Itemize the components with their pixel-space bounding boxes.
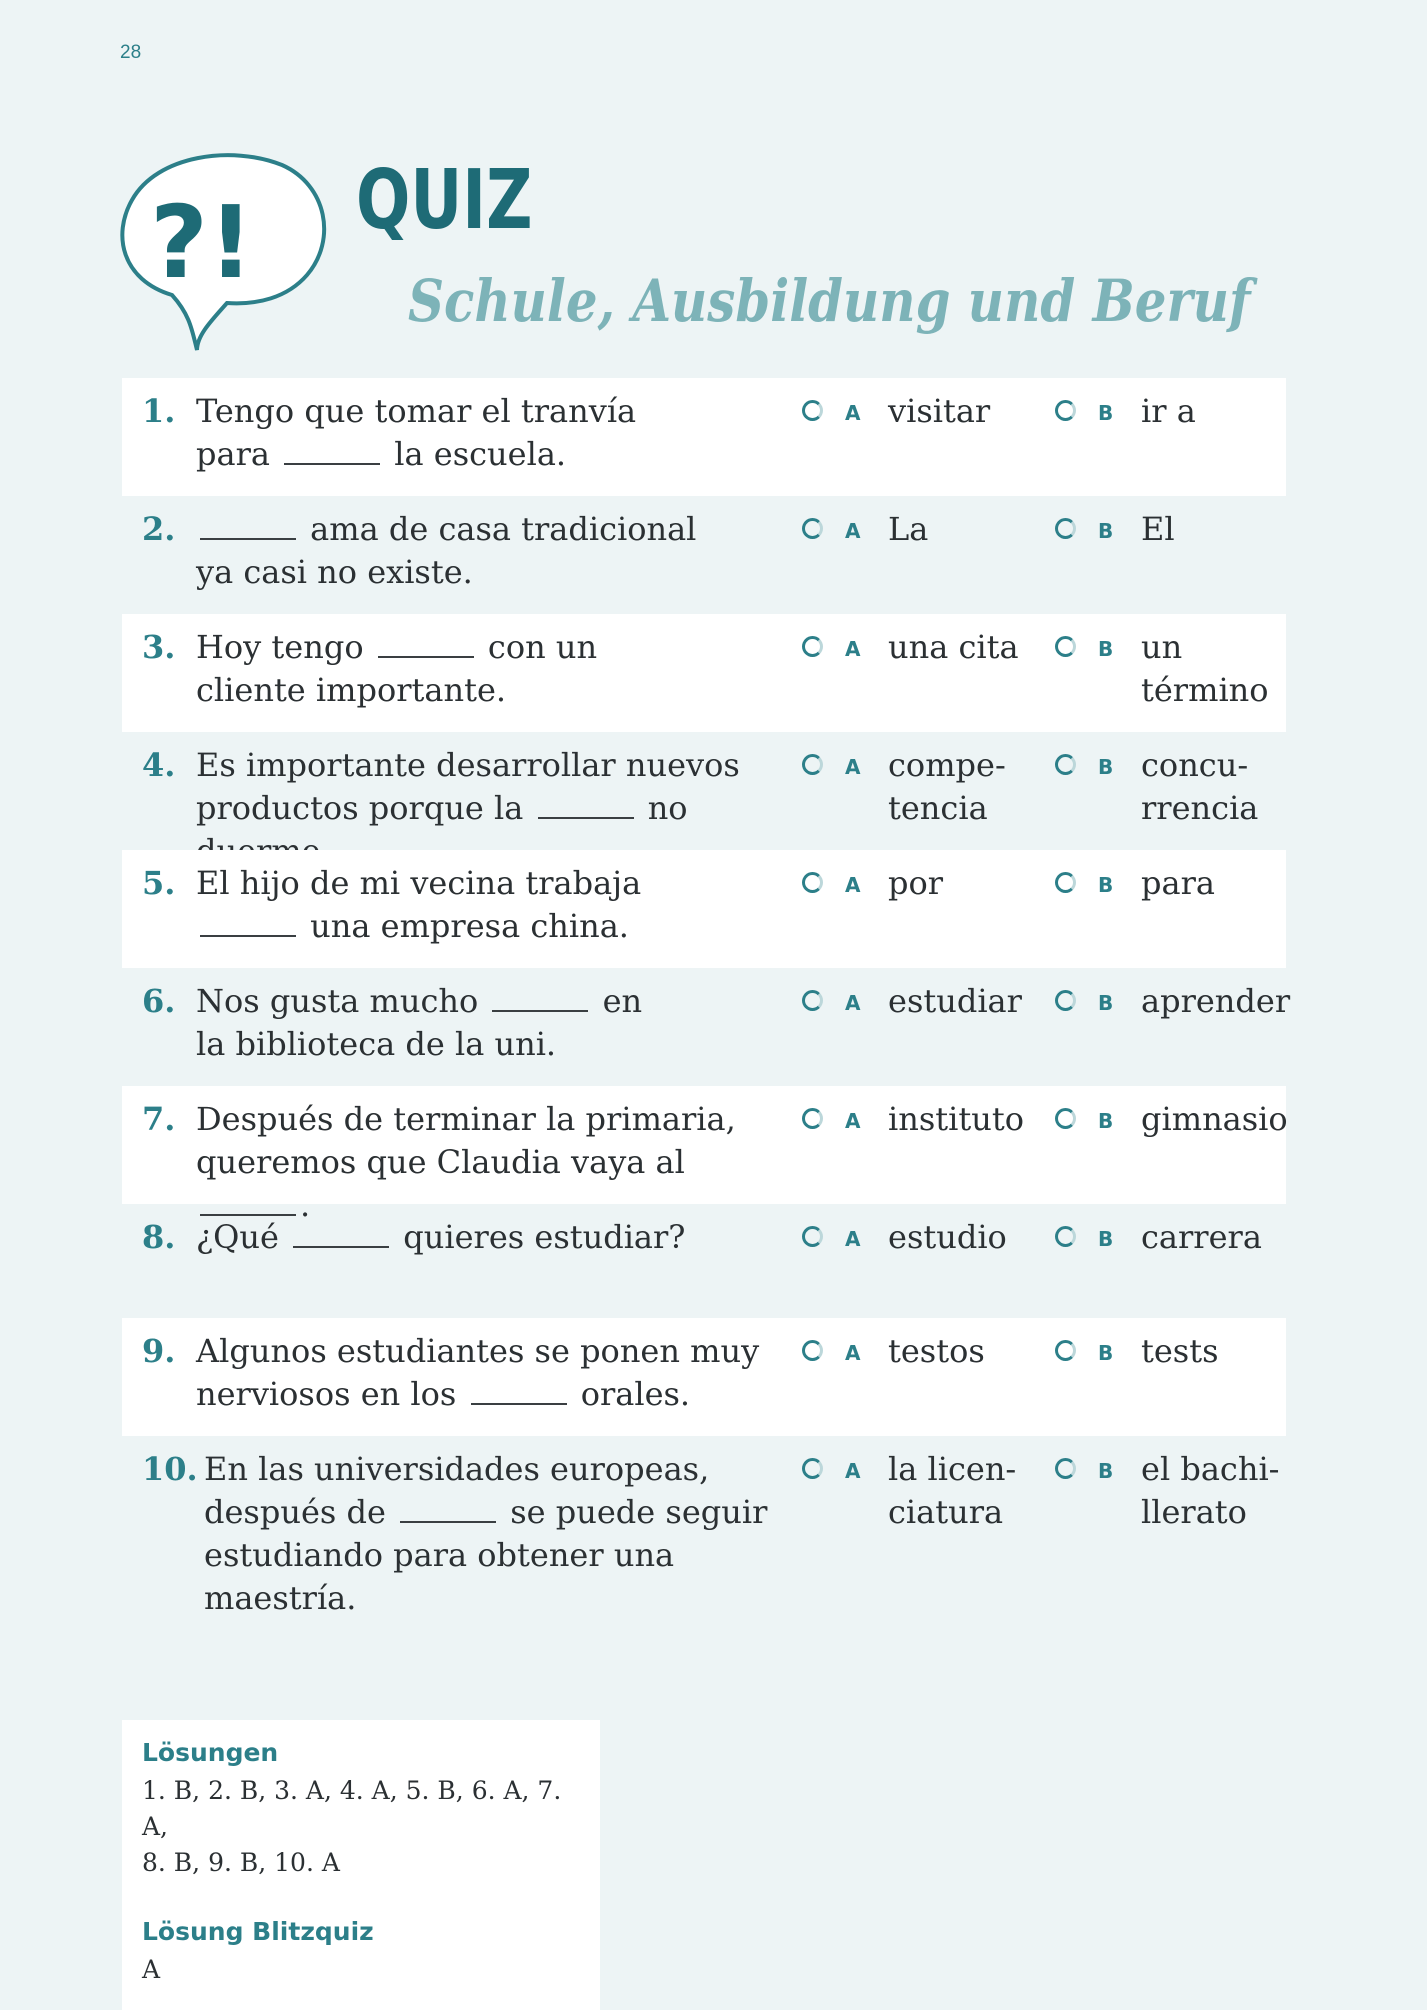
question-line: Nos gusta mucho en	[196, 982, 643, 1020]
option-text-line: gimnasio	[1141, 1100, 1288, 1138]
option-text	[888, 1216, 1058, 1259]
solutions-box	[122, 1720, 600, 2010]
quiz-question-10	[122, 1436, 1286, 1617]
option-letter: B	[1098, 1227, 1114, 1251]
option-letter: A	[845, 1109, 861, 1133]
radio-circle-icon[interactable]	[802, 990, 823, 1011]
speech-bubble-question-exclamation-icon	[112, 145, 332, 360]
option-text-line: La	[888, 510, 929, 548]
option-letter: B	[1098, 991, 1114, 1015]
radio-circle-icon[interactable]	[1055, 636, 1076, 657]
option-letter: A	[845, 1341, 861, 1365]
quiz-question-6	[122, 968, 1291, 1086]
option-text	[1141, 980, 1311, 1023]
solutions-line: 1. B, 2. B, 3. A, 4. A, 5. B, 6. A, 7. A,	[142, 1776, 562, 1841]
option-text-line: visitar	[888, 392, 991, 430]
option-letter: B	[1098, 1459, 1114, 1483]
option-letter: B	[1098, 519, 1114, 543]
question-line: la biblioteca de la uni.	[196, 1025, 557, 1063]
option-letter: A	[845, 401, 861, 425]
option-letter: B	[1098, 873, 1114, 897]
question-number: 4.	[142, 746, 176, 784]
radio-circle-icon[interactable]	[1055, 400, 1076, 421]
radio-circle-icon[interactable]	[1055, 754, 1076, 775]
option-text-line: compe-	[888, 746, 1006, 784]
answer-blank	[200, 516, 296, 540]
radio-circle-icon[interactable]	[1055, 1340, 1076, 1361]
question-number: 5.	[142, 864, 176, 902]
quiz-question-3	[122, 614, 1286, 732]
question-number: 3.	[142, 628, 176, 666]
quiz-question-2	[122, 496, 1286, 614]
question-number: 7.	[142, 1100, 176, 1138]
option-letter: A	[845, 637, 861, 661]
option-text	[888, 1330, 1058, 1373]
quiz-question-5	[122, 850, 1286, 968]
question-number: 9.	[142, 1332, 176, 1370]
question-number: 10.	[142, 1450, 198, 1488]
question-line: nerviosos en los orales.	[196, 1375, 691, 1413]
option-letter: B	[1098, 1341, 1114, 1365]
radio-circle-icon[interactable]	[1055, 1458, 1076, 1479]
option-text	[888, 744, 1058, 830]
option-text-line: un	[1141, 628, 1183, 666]
option-text	[1141, 744, 1311, 830]
radio-circle-icon[interactable]	[802, 872, 823, 893]
option-text-line: concu-	[1141, 746, 1249, 784]
radio-circle-icon[interactable]	[1055, 990, 1076, 1011]
question-line: estudiando para obtener una maestría.	[204, 1536, 675, 1617]
question-text	[196, 862, 796, 948]
radio-circle-icon[interactable]	[802, 1458, 823, 1479]
option-text	[888, 626, 1058, 669]
question-text	[204, 1448, 804, 1620]
option-text	[1141, 1448, 1311, 1534]
option-text	[1141, 390, 1311, 433]
radio-circle-icon[interactable]	[1055, 1226, 1076, 1247]
option-text	[888, 1098, 1058, 1141]
answer-blank	[492, 988, 588, 1012]
option-text-line: una cita	[888, 628, 1019, 666]
option-text-line: ciatura	[888, 1493, 1004, 1531]
radio-circle-icon[interactable]	[802, 636, 823, 657]
quiz-question-1	[122, 378, 1286, 496]
radio-circle-icon[interactable]	[1055, 872, 1076, 893]
solutions-heading: Lösungen	[142, 1738, 279, 1767]
question-line: queremos que Claudia vaya al .	[196, 1143, 685, 1224]
radio-circle-icon[interactable]	[802, 754, 823, 775]
option-letter: B	[1098, 1109, 1114, 1133]
blitzquiz-heading: Lösung Blitzquiz	[142, 1917, 374, 1946]
bubble-text: ?!	[150, 184, 254, 301]
option-text	[1141, 1216, 1311, 1259]
question-line: El hijo de mi vecina trabaja	[196, 864, 642, 902]
question-line: cliente importante.	[196, 671, 507, 709]
question-number: 1.	[142, 392, 176, 430]
option-text-line: aprender	[1141, 982, 1291, 1020]
question-line: después de se puede seguir	[204, 1493, 768, 1531]
solutions-line: 8. B, 9. B, 10. A	[142, 1848, 340, 1877]
question-number: 6.	[142, 982, 176, 1020]
answer-blank	[400, 1499, 496, 1523]
question-line: Tengo que tomar el tranvía	[196, 392, 637, 430]
option-text-line: testos	[888, 1332, 985, 1370]
quiz-title: QUIZ	[356, 153, 533, 248]
option-text-line: término	[1141, 671, 1269, 709]
quiz-question-7	[122, 1086, 1288, 1224]
radio-circle-icon[interactable]	[1055, 1108, 1076, 1129]
question-text	[196, 1216, 796, 1259]
option-letter: A	[845, 755, 861, 779]
option-text-line: tests	[1141, 1332, 1219, 1370]
blitzquiz-answer: A	[142, 1955, 161, 1984]
question-line: Hoy tengo con un	[196, 628, 598, 666]
answer-blank	[284, 441, 380, 465]
radio-circle-icon[interactable]	[1055, 518, 1076, 539]
quiz-question-4	[122, 732, 1286, 850]
option-letter: A	[845, 519, 861, 543]
question-number: 8.	[142, 1218, 176, 1256]
option-letter: B	[1098, 755, 1114, 779]
option-text	[1141, 1330, 1311, 1373]
question-text	[196, 1330, 796, 1416]
option-text	[888, 390, 1058, 433]
answer-blank	[471, 1381, 567, 1405]
option-text	[1141, 1098, 1311, 1141]
quiz-question-list	[122, 378, 1291, 1617]
option-text-line: por	[888, 864, 944, 902]
question-line: para la escuela.	[196, 435, 567, 473]
question-text	[196, 980, 796, 1066]
question-line: Algunos estudiantes se ponen muy	[196, 1332, 760, 1370]
radio-circle-icon[interactable]	[802, 400, 823, 421]
option-text-line: carrera	[1141, 1218, 1262, 1256]
question-line: ¿Qué quieres estudiar?	[196, 1218, 686, 1256]
option-text-line: llerato	[1141, 1493, 1247, 1531]
question-line: ya casi no existe.	[196, 553, 473, 591]
question-text	[196, 626, 796, 712]
question-line: Después de terminar la primaria,	[196, 1100, 736, 1138]
option-text-line: El	[1141, 510, 1175, 548]
quiz-question-9	[122, 1318, 1286, 1436]
question-line: ama de casa tradicional	[196, 508, 796, 551]
option-text	[888, 980, 1058, 1023]
page-number: 28	[120, 42, 142, 63]
solutions-answers	[142, 1773, 580, 1881]
option-text-line: instituto	[888, 1100, 1024, 1138]
radio-circle-icon[interactable]	[802, 518, 823, 539]
radio-circle-icon[interactable]	[802, 1226, 823, 1247]
answer-blank	[293, 1224, 389, 1248]
option-text	[888, 862, 1058, 905]
answer-blank	[200, 913, 296, 937]
option-text	[888, 1448, 1058, 1534]
question-number: 2.	[142, 510, 176, 548]
question-line: Es importante desarrollar nuevos	[196, 746, 740, 784]
question-line: En las universidades europeas,	[204, 1450, 710, 1488]
option-text	[888, 508, 1058, 551]
radio-circle-icon[interactable]	[802, 1108, 823, 1129]
quiz-question-8	[122, 1204, 1286, 1318]
answer-blank	[378, 634, 474, 658]
question-line: una empresa china.	[196, 905, 796, 948]
option-text-line: ir a	[1141, 392, 1196, 430]
option-text-line: estudiar	[888, 982, 1022, 1020]
radio-circle-icon[interactable]	[802, 1340, 823, 1361]
option-text-line: rrencia	[1141, 789, 1259, 827]
option-text	[1141, 508, 1311, 551]
option-text-line: la licen-	[888, 1450, 1017, 1488]
option-letter: A	[845, 873, 861, 897]
option-letter: A	[845, 1227, 861, 1251]
quiz-subtitle: Schule, Ausbildung und Beruf	[408, 267, 1251, 335]
option-letter: B	[1098, 637, 1114, 661]
question-text	[196, 508, 796, 594]
question-text	[196, 390, 796, 476]
question-line: productos porque la no	[196, 789, 688, 827]
option-text	[1141, 862, 1311, 905]
option-text-line: tencia	[888, 789, 988, 827]
option-letter: A	[845, 1459, 861, 1483]
option-letter: B	[1098, 401, 1114, 425]
option-text-line: estudio	[888, 1218, 1007, 1256]
option-text-line: el bachi-	[1141, 1450, 1280, 1488]
option-text	[1141, 626, 1311, 712]
answer-blank	[538, 795, 634, 819]
option-text-line: para	[1141, 864, 1215, 902]
option-letter: A	[845, 991, 861, 1015]
